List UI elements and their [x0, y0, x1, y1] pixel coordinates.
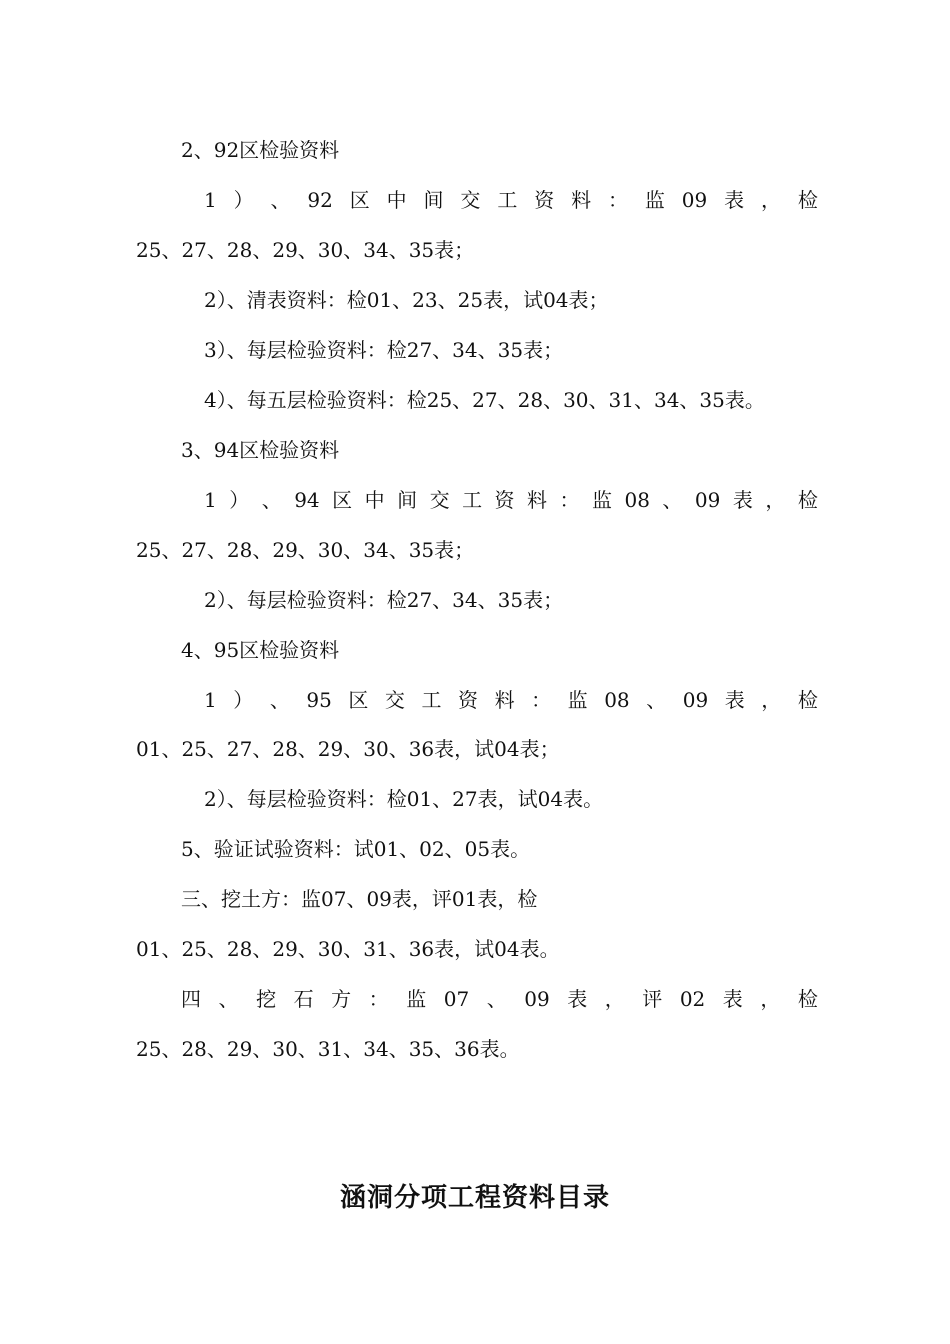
line-token: 、 — [218, 987, 239, 1011]
line-token: 表 — [724, 688, 745, 712]
line-token: 评 — [642, 987, 663, 1011]
line-token: ， — [604, 987, 625, 1011]
line-token: 、 — [646, 688, 667, 712]
line-token: 料 — [527, 488, 548, 512]
section-5-verification: 5、验证试验资料：试01、02、05表。 — [181, 837, 531, 861]
section-94-heading: 3、94区检验资料 — [181, 438, 340, 462]
line-token: ） — [229, 488, 250, 512]
line-token: 监 — [567, 688, 588, 712]
line-token: 表 — [722, 987, 743, 1011]
line-token: 表 — [732, 488, 753, 512]
section-95-heading: 4、95区检验资料 — [181, 638, 340, 662]
line-token: 08 — [624, 488, 650, 512]
line-token: 1 — [204, 688, 217, 712]
line-token: 、 — [270, 188, 291, 212]
line-token: 间 — [397, 488, 418, 512]
line-token: 石 — [293, 987, 314, 1011]
line-token: 监 — [644, 188, 665, 212]
line-token: 表 — [724, 188, 745, 212]
line-token: 区 — [349, 188, 370, 212]
section-95-item-1-continued: 01、25、27、28、29、30、36表，试04表； — [136, 737, 560, 761]
line-token: 挖 — [256, 987, 277, 1011]
line-token: 工 — [462, 488, 483, 512]
section-94-item-1 — [204, 486, 818, 514]
part-4-continued: 25、28、29、30、31、34、35、36表。 — [136, 1037, 520, 1061]
line-token: 95 — [306, 688, 332, 712]
line-token: 方 — [331, 987, 352, 1011]
line-token: 料 — [571, 188, 592, 212]
line-token: 四 — [181, 987, 201, 1011]
line-token: 、 — [269, 688, 290, 712]
line-token: 中 — [364, 488, 385, 512]
line-token: 间 — [423, 188, 444, 212]
line-token: 09 — [681, 188, 708, 212]
line-token: 工 — [421, 688, 442, 712]
line-token: 资 — [534, 188, 555, 212]
line-token: 检 — [797, 488, 818, 512]
line-token: 交 — [429, 488, 450, 512]
line-token: 、 — [486, 987, 507, 1011]
part-3-excavation-earth: 三、挖土方：监07、09表，评01表，检 — [181, 887, 538, 911]
line-token: 、 — [261, 488, 282, 512]
line-token: 监 — [406, 987, 427, 1011]
line-token: 交 — [460, 188, 481, 212]
section-95-item-1 — [204, 686, 818, 714]
section-title: 涵洞分项工程资料目录 — [339, 1183, 610, 1213]
line-token: 检 — [797, 688, 818, 712]
line-token: 09 — [682, 688, 709, 712]
section-92-item-1-continued: 25、27、28、29、30、34、35表； — [136, 238, 475, 262]
line-token: ， — [761, 188, 781, 212]
line-token: 1 — [204, 488, 217, 512]
line-token: 92 — [307, 188, 333, 212]
line-token: ， — [760, 987, 781, 1011]
part-4-excavation-rock — [181, 985, 818, 1013]
line-token: 中 — [386, 188, 407, 212]
line-token: 区 — [348, 688, 369, 712]
line-token: 交 — [384, 688, 405, 712]
line-token: ： — [531, 688, 552, 712]
line-token: ， — [761, 688, 782, 712]
line-token: 检 — [797, 987, 818, 1011]
line-token: ： — [559, 488, 580, 512]
part-3-continued: 01、25、28、29、30、31、36表，试04表。 — [136, 937, 560, 961]
line-token: 、 — [662, 488, 683, 512]
line-token: ， — [765, 488, 786, 512]
line-token: 08 — [604, 688, 630, 712]
section-92-item-4: 4）、每五层检验资料：检25、27、28、30、31、34、35表。 — [204, 388, 765, 412]
line-token: 09 — [694, 488, 721, 512]
line-token: 工 — [497, 188, 518, 212]
line-token: 检 — [797, 188, 818, 212]
line-token: ） — [233, 188, 254, 212]
section-95-item-2: 2）、每层检验资料：检01、27表，试04表。 — [204, 787, 604, 811]
line-token: 监 — [592, 488, 612, 512]
line-token: ： — [607, 188, 628, 212]
line-token: 资 — [458, 688, 479, 712]
section-94-item-1-continued: 25、27、28、29、30、34、35表； — [136, 538, 475, 562]
section-92-item-1 — [204, 186, 818, 214]
line-token: 区 — [332, 488, 353, 512]
line-token: 02 — [679, 987, 706, 1011]
line-token: 资 — [494, 488, 515, 512]
section-92-item-3: 3）、每层检验资料：检27、34、35表； — [204, 338, 564, 362]
line-token: 1 — [204, 188, 217, 212]
line-token: 09 — [524, 987, 550, 1011]
section-94-item-2: 2）、每层检验资料：检27、34、35表； — [204, 588, 564, 612]
line-token: 料 — [494, 688, 515, 712]
line-token: 07 — [443, 987, 470, 1011]
line-token: 94 — [294, 488, 320, 512]
line-token: ） — [233, 688, 254, 712]
section-92-item-2: 2）、清表资料：检01、23、25表，试04表； — [204, 288, 609, 312]
line-token: 表 — [567, 987, 588, 1011]
section-92-heading: 2、92区检验资料 — [181, 138, 340, 162]
line-token: ： — [368, 987, 389, 1011]
